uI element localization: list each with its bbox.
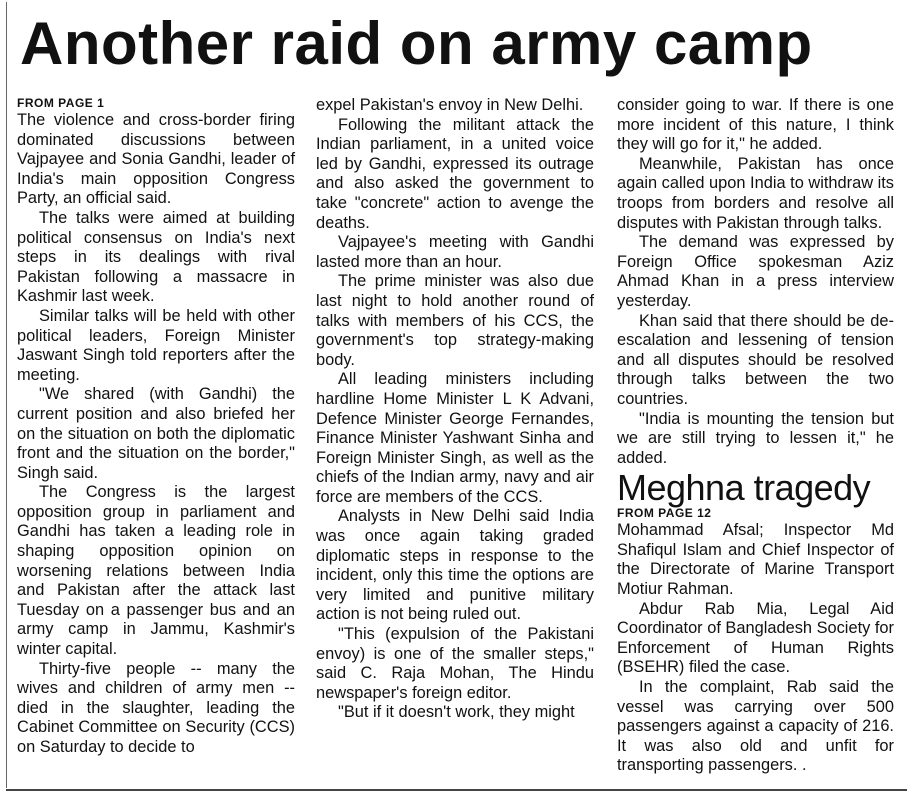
article-column-3 — [617, 96, 894, 776]
paragraph: The violence and cross-border firing dominated discussions between Vajpayee and Sonia Gandhi, leader of India's main opposition Congress Party, an official said. — [17, 111, 295, 208]
paragraph: expel Pakistan's envoy in New Delhi. — [316, 96, 584, 114]
bottom-rule — [6, 789, 907, 791]
paragraph: Following the militant attack the Indian parliament, in a united voice led by Gandhi, expressed its outrage and also asked the government to take "concrete" action to avenge the deaths. — [316, 115, 594, 232]
paragraph: The prime minister was also due last night to hold another round of talks with members of his CCS, the government's top strategy-making body. — [316, 272, 594, 369]
paragraph: All leading ministers including hardline Home Minister L K Advani, Defence Minister George Fernandes, Finance Minister Yashwant Sinha and Foreign Minister Singh, as well as the chiefs of the Indian army, navy and air force are members of the CCS. — [316, 370, 594, 506]
paragraph: Meanwhile, Pakistan has once again called upon India to withdraw its troops from borders and resolve all disputes with Pakistan through talks. — [617, 154, 894, 232]
paragraph: The talks were aimed at building political consensus on India's next steps in its dealings with rival Pakistan following a massacre in Kashmir last week. — [17, 208, 295, 306]
column-1-paragraphs — [17, 111, 295, 758]
jump-label: FROM PAGE 1 — [17, 96, 105, 110]
paragraph: "This (expulsion of the Pakistani envoy) is one of the smaller steps," said C. Raja Mohan, The Hindu newspaper's foreign editor. — [316, 625, 594, 702]
column-2-paragraphs — [316, 96, 594, 723]
paragraph: Abdur Rab Mia, Legal Aid Coordinator of Bangladesh Society for Enforcement of Human Rights (BSEHR) filed the case. — [617, 599, 894, 677]
headline: Another raid on army camp — [20, 10, 813, 77]
article-column-2 — [316, 96, 594, 723]
paragraph: consider going to war. If there is one more incident of this nature, I think they will go for it," he added. — [617, 96, 894, 154]
paragraph: Analysts in New Delhi said India was once again taking graded diplomatic steps in response to the incident, only this time the options are very limited and punitive military action is not being ruled out. — [316, 507, 594, 624]
paragraph: The Congress is the largest opposition group in parliament and Gandhi has taken a leading role in shaping opposition opinion on worsening relations between India and Pakistan after the attack last Tuesday on a passenger bus and an army camp in Jammu, Kashmir's winter capital. — [17, 483, 295, 659]
paragraph: Similar talks will be held with other political leaders, Foreign Minister Jaswant Singh told reporters after the meeting. — [17, 306, 295, 384]
paragraph: Mohammad Afsal; Inspector Md Shafiqul Islam and Chief Inspector of the Directorate of Marine Transport Motiur Rahman. — [617, 521, 894, 599]
paragraph: Vajpayee's meeting with Gandhi lasted more than an hour. — [316, 233, 594, 271]
second-article-paragraphs — [617, 521, 894, 776]
article-column-1 — [17, 96, 295, 758]
paragraph: In the complaint, Rab said the vessel was carrying over 500 passengers against a capacity of 216. It was also old and unfit for transporting passengers. . — [617, 678, 894, 775]
paragraph: "But if it doesn't work, they might — [338, 703, 575, 722]
paragraph: "We shared (with Gandhi) the current position and also briefed her on the situation on both the diplomatic front and the situation on the border," Singh said. — [17, 385, 295, 482]
column-3-paragraphs — [617, 96, 894, 468]
second-jump-label: FROM PAGE 12 — [617, 506, 712, 521]
paragraph: Khan said that there should be de-escalation and lessening of tension and all disputes should be resolved through talks between the two countries. — [617, 311, 894, 408]
paragraph: The demand was expressed by Foreign Office spokesman Aziz Ahmad Khan in a press interview yesterday. — [617, 233, 894, 310]
second-headline: Meghna tragedy — [617, 467, 871, 509]
paragraph: Thirty-five people -- many the wives and children of army men -- died in the slaughter, leading the Cabinet Committee on Security (CCS) on Saturday to decide to — [17, 659, 295, 756]
paragraph: "India is mounting the tension but we are still trying to lessen it," he added. — [617, 409, 894, 467]
